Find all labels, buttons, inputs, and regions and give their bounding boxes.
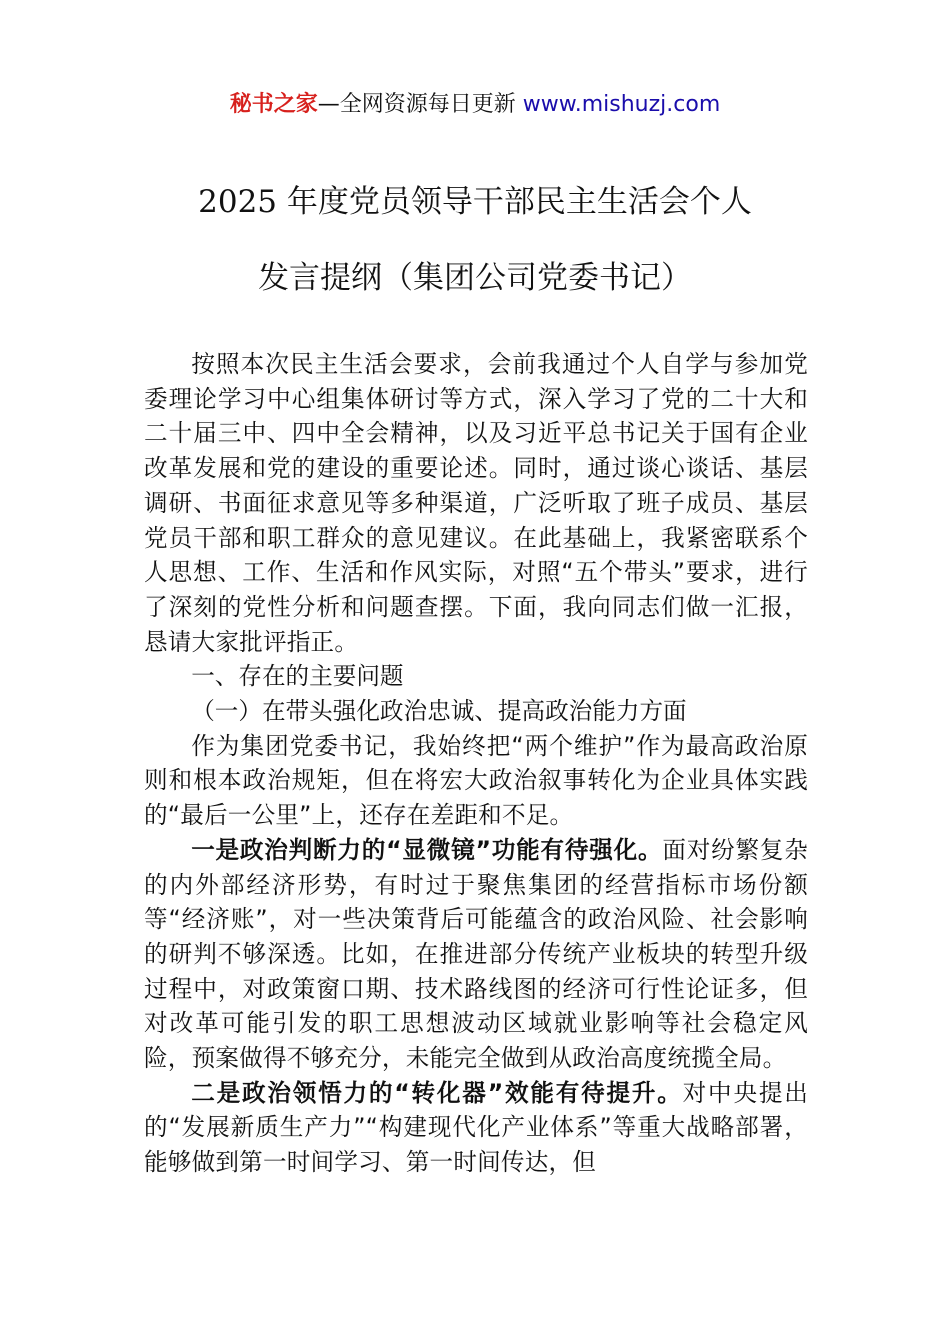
site-url-link[interactable]: www.mishuzj.com (522, 92, 721, 117)
point-2-paragraph (144, 1076, 808, 1180)
site-brand: 秘书之家 (229, 92, 318, 117)
title-line-2: 发言提纲（集团公司党委书记） (258, 260, 692, 296)
point-2-text: 对中央提出的“发展新质生产力”“构建现代化产业体系”等重大战略部署，能够做到第一时间学习、第一时间传达，但 (144, 1078, 808, 1177)
section-heading-1: 一、存在的主要问题 (191, 662, 404, 691)
document-title (140, 164, 810, 316)
point-2-heading: 二是政治领悟力的“转化器”效能有待提升。 (191, 1078, 683, 1107)
title-line-1: 2025 年度党员领导干部民主生活会个人 (198, 184, 752, 220)
document-body (144, 347, 808, 1180)
point-1-paragraph (144, 833, 808, 1076)
subsection-heading-1: （一）在带头强化政治忠诚、提高政治能力方面 (191, 697, 687, 726)
subsection-intro-paragraph: 作为集团党委书记，我始终把“两个维护”作为最高政治原则和根本政治规矩，但在将宏大政治叙事转化为企业具体实践的“最后一公里”上，还存在差距和不足。 (144, 731, 808, 830)
point-1-text: 面对纷繁复杂的内外部经济形势，有时过于聚焦集团的经营指标市场份额等“经济账”，对一些决策背后可能蕴含的政治风险、社会影响的研判不够深透。比如，在推进部分传统产业板块的转型升级过程中，对政策窗口期、技术路线图的经济可行性论证多，但对改革可能引发的职工思想波动区域就业影响等社会稳定风险，预案做得不够充分，未能完全做到从政治高度统揽全局。 (144, 835, 809, 1073)
point-1-heading: 一是政治判断力的“显微镜”功能有待强化。 (191, 835, 663, 864)
intro-paragraph: 按照本次民主生活会要求，会前我通过个人自学与参加党委理论学习中心组集体研讨等方式，深入学习了党的二十大和二十届三中、四中全会精神，以及习近平总书记关于国有企业改革发展和党的建设的重要论述。同时，通过谈心谈话、基层调研、书面征求意见等多种渠道，广泛听取了班子成员、基层党员干部和职工群众的意见建议。在此基础上，我紧密联系个人思想、工作、生活和作风实际，对照“五个带头”要求，进行了深刻的党性分析和问题查摆。下面，我向同志们做一汇报，恳请大家批评指正。 (144, 350, 808, 656)
site-header (0, 88, 950, 122)
site-slogan: —全网资源每日更新 (317, 92, 523, 117)
